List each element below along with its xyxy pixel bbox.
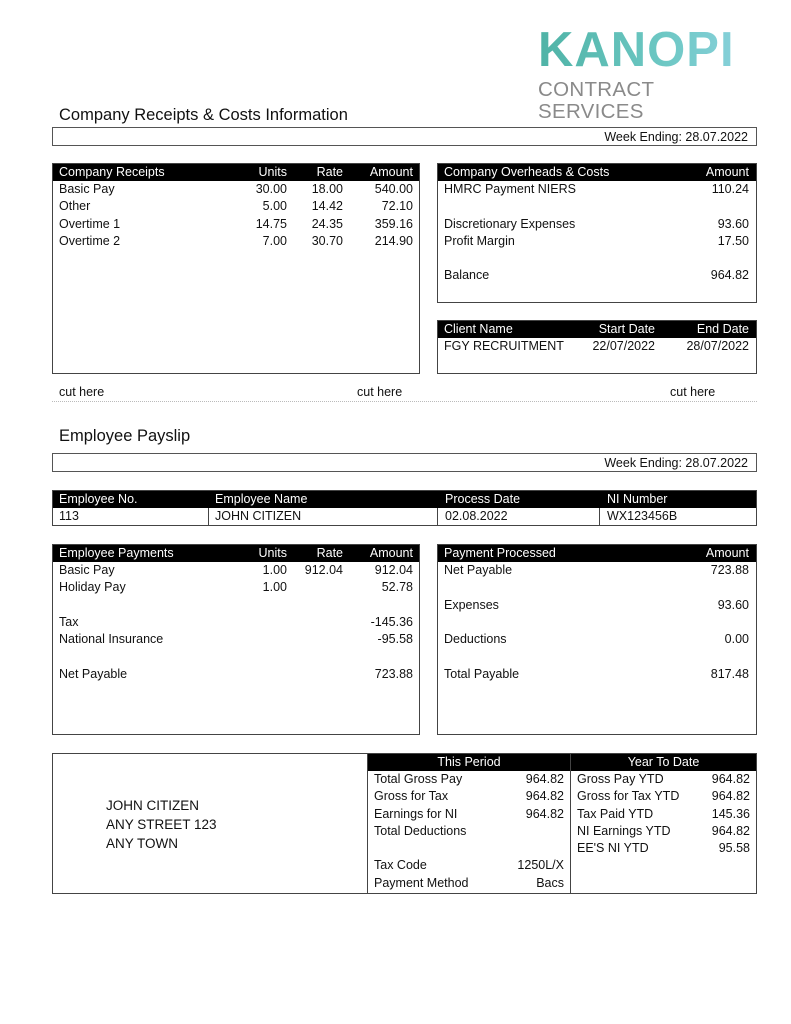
table-row: [53, 666, 419, 683]
col-company-receipts: Company Receipts: [59, 165, 165, 179]
cell-amount: 359.16: [374, 216, 413, 231]
cell-label: Payment Method: [374, 875, 469, 890]
cell-value: 964.82: [711, 772, 750, 786]
col-amount: Amount: [369, 165, 413, 179]
cell-units: 5.00: [262, 199, 287, 214]
year-to-date-header: [571, 754, 756, 771]
cell-amount: 723.88: [374, 666, 413, 681]
table-row: [571, 840, 756, 857]
cell-rate: 24.35: [311, 216, 343, 231]
cell-label: Total Gross Pay: [374, 772, 463, 786]
cell-amount: 912.04: [374, 563, 413, 577]
table-row: [438, 267, 756, 284]
col-payment-processed: Payment Processed: [444, 546, 556, 560]
cell-description: Deductions: [444, 632, 507, 647]
cell-amount: 72.10: [381, 199, 413, 214]
cell-value: 964.82: [525, 789, 564, 804]
cell-employee-name: JOHN CITIZEN: [215, 509, 302, 523]
table-row: [438, 216, 756, 233]
cell-amount: 964.82: [710, 268, 749, 283]
cell-start-date: 22/07/2022: [592, 339, 655, 353]
cell-value: 145.36: [711, 806, 750, 821]
cell-rate: 912.04: [304, 563, 343, 577]
payslip-summary: [52, 753, 757, 894]
cell-value: 964.82: [711, 823, 750, 838]
table-row: [53, 562, 419, 579]
col-overheads: Company Overheads & Costs: [444, 165, 610, 179]
cell-end-date: 28/07/2022: [686, 339, 749, 353]
cell-value: 95.58: [718, 841, 750, 856]
cell-description: National Insurance: [59, 632, 164, 647]
cell-label: Earnings for NI: [374, 806, 458, 821]
cell-description: Tax: [59, 614, 79, 629]
cell-description: Net Payable: [59, 666, 128, 681]
cell-description: Holiday Pay: [59, 580, 126, 595]
col-rate: Rate: [316, 165, 343, 179]
cell-amount: 0.00: [724, 632, 749, 647]
cell-amount: -145.36: [370, 614, 413, 629]
cell-units: 7.00: [262, 233, 287, 248]
cell-label: NI Earnings YTD: [577, 823, 671, 838]
company-overheads-table: [437, 163, 757, 303]
col-start-date: Start Date: [598, 322, 655, 336]
employee-payments-table: [52, 544, 420, 735]
col-amount: Amount: [705, 546, 749, 560]
col-rate: Rate: [316, 546, 343, 560]
cell-client-name: FGY RECRUITMENT: [444, 339, 564, 353]
cell-description: Discretionary Expenses: [444, 216, 576, 231]
cell-amount: 214.90: [374, 233, 413, 248]
address-line-name: JOHN CITIZEN: [106, 798, 199, 813]
table-row: [53, 216, 419, 233]
cell-value: 964.82: [525, 806, 564, 821]
column-divider: [208, 508, 209, 526]
col-amount: Amount: [369, 546, 413, 560]
cell-description: Balance: [444, 268, 490, 283]
column-divider: [437, 508, 438, 526]
cell-amount: 723.88: [710, 563, 749, 577]
col-process-date: Process Date: [445, 492, 521, 506]
cell-rate: 14.42: [311, 199, 343, 214]
col-employee-payments: Employee Payments: [59, 546, 174, 560]
cut-label-middle: cut here: [357, 385, 403, 399]
employee-info-table: [52, 490, 757, 526]
col-client-name: Client Name: [444, 322, 513, 336]
cell-units: 14.75: [255, 216, 287, 231]
cell-amount: 817.48: [710, 666, 749, 681]
table-row: [368, 875, 570, 892]
table-row: [368, 823, 570, 840]
company-logo: [538, 23, 760, 123]
table-row: [368, 788, 570, 805]
cell-description: Basic Pay: [59, 563, 115, 577]
table-row: [53, 181, 419, 198]
table-row: [438, 597, 756, 614]
cell-description: Basic Pay: [59, 182, 115, 196]
table-row: [571, 806, 756, 823]
col-employee-name: Employee Name: [215, 492, 308, 506]
company-section-title: Company Receipts & Costs Information: [59, 106, 348, 124]
company-week-ending: Week Ending: 28.07.2022: [604, 130, 748, 144]
table-row: [571, 771, 756, 788]
cell-label: Gross Pay YTD: [577, 772, 664, 786]
cell-process-date: 02.08.2022: [445, 509, 508, 523]
table-row: [438, 631, 756, 648]
year-to-date-panel: [570, 754, 756, 893]
table-row: [438, 181, 756, 198]
client-table: [437, 320, 757, 374]
cell-rate: 18.00: [311, 182, 343, 196]
cell-label: Total Deductions: [374, 823, 467, 838]
col-units: Units: [258, 165, 287, 179]
cell-rate: 30.70: [311, 233, 343, 248]
cell-amount: -95.58: [377, 632, 413, 647]
col-units: Units: [258, 546, 287, 560]
table-row: [438, 233, 756, 250]
cell-label: Tax Paid YTD: [577, 806, 654, 821]
payslip-section-title: Employee Payslip: [59, 427, 191, 445]
year-to-date-title: Year To Date: [627, 755, 700, 769]
this-period-title: This Period: [437, 755, 501, 769]
col-ni-number: NI Number: [607, 492, 668, 506]
cut-line: [52, 401, 757, 402]
column-divider: [599, 508, 600, 526]
cell-description: Overtime 2: [59, 233, 121, 248]
table-row: [571, 823, 756, 840]
table-row: [438, 338, 756, 355]
cell-units: 1.00: [262, 580, 287, 595]
cell-description: Profit Margin: [444, 233, 515, 248]
cell-units: 1.00: [262, 563, 287, 577]
cell-label: EE'S NI YTD: [577, 841, 649, 856]
cell-label: Tax Code: [374, 858, 427, 873]
address-line-town: ANY TOWN: [106, 836, 179, 851]
employee-info-header: [53, 491, 756, 508]
cell-description: Total Payable: [444, 666, 520, 681]
cut-label-right: cut here: [670, 385, 716, 399]
cell-description: Overtime 1: [59, 216, 121, 231]
payslip-week-ending: Week Ending: 28.07.2022: [604, 456, 748, 470]
cell-description: Expenses: [444, 597, 499, 612]
cell-label: Gross for Tax YTD: [577, 789, 680, 804]
company-receipts-table: [52, 163, 420, 374]
table-row: [53, 631, 419, 648]
employee-address: [106, 796, 217, 853]
cell-amount: 93.60: [717, 216, 749, 231]
cell-value: 1250L/X: [517, 858, 564, 873]
this-period-header: [368, 754, 570, 771]
cell-value: 964.82: [525, 772, 564, 786]
table-row: [53, 198, 419, 215]
table-row: [571, 788, 756, 805]
col-employee-no: Employee No.: [59, 492, 138, 506]
address-line-street: ANY STREET 123: [106, 817, 217, 832]
table-row: [53, 579, 419, 596]
table-row: [53, 233, 419, 250]
cell-description: Net Payable: [444, 563, 513, 577]
cell-value: 964.82: [711, 789, 750, 804]
cell-units: 30.00: [255, 182, 287, 196]
col-end-date: End Date: [696, 322, 749, 336]
client-header: [438, 321, 756, 338]
table-row: [438, 562, 756, 579]
cell-ni-number: WX123456B: [607, 509, 678, 523]
cell-description: Other: [59, 199, 91, 214]
employee-payments-header: [53, 545, 419, 562]
table-row: [53, 508, 756, 525]
cell-amount: 52.78: [381, 580, 413, 595]
table-row: [53, 614, 419, 631]
cell-amount: 110.24: [711, 182, 749, 196]
cell-amount: 93.60: [717, 597, 749, 612]
payment-processed-table: [437, 544, 757, 735]
this-period-panel: [367, 754, 570, 893]
logo-subtitle: CONTRACT SERVICES: [538, 78, 654, 123]
cell-amount: 540.00: [374, 182, 413, 196]
col-amount: Amount: [705, 165, 749, 179]
logo-wordmark: KANOPI: [538, 24, 760, 76]
table-row: [368, 857, 570, 874]
company-week-ending-box: [52, 127, 757, 146]
table-row: [438, 666, 756, 683]
company-overheads-header: [438, 164, 756, 181]
cell-description: HMRC Payment NIERS: [444, 182, 576, 196]
cell-value: Bacs: [536, 875, 564, 890]
company-receipts-header: [53, 164, 419, 181]
cell-employee-no: 113: [59, 509, 79, 523]
cut-label-left: cut here: [59, 385, 105, 399]
payment-processed-header: [438, 545, 756, 562]
cell-label: Gross for Tax: [374, 789, 449, 804]
payslip-week-ending-box: [52, 453, 757, 472]
table-row: [368, 771, 570, 788]
table-row: [368, 806, 570, 823]
cell-amount: 17.50: [717, 233, 749, 248]
